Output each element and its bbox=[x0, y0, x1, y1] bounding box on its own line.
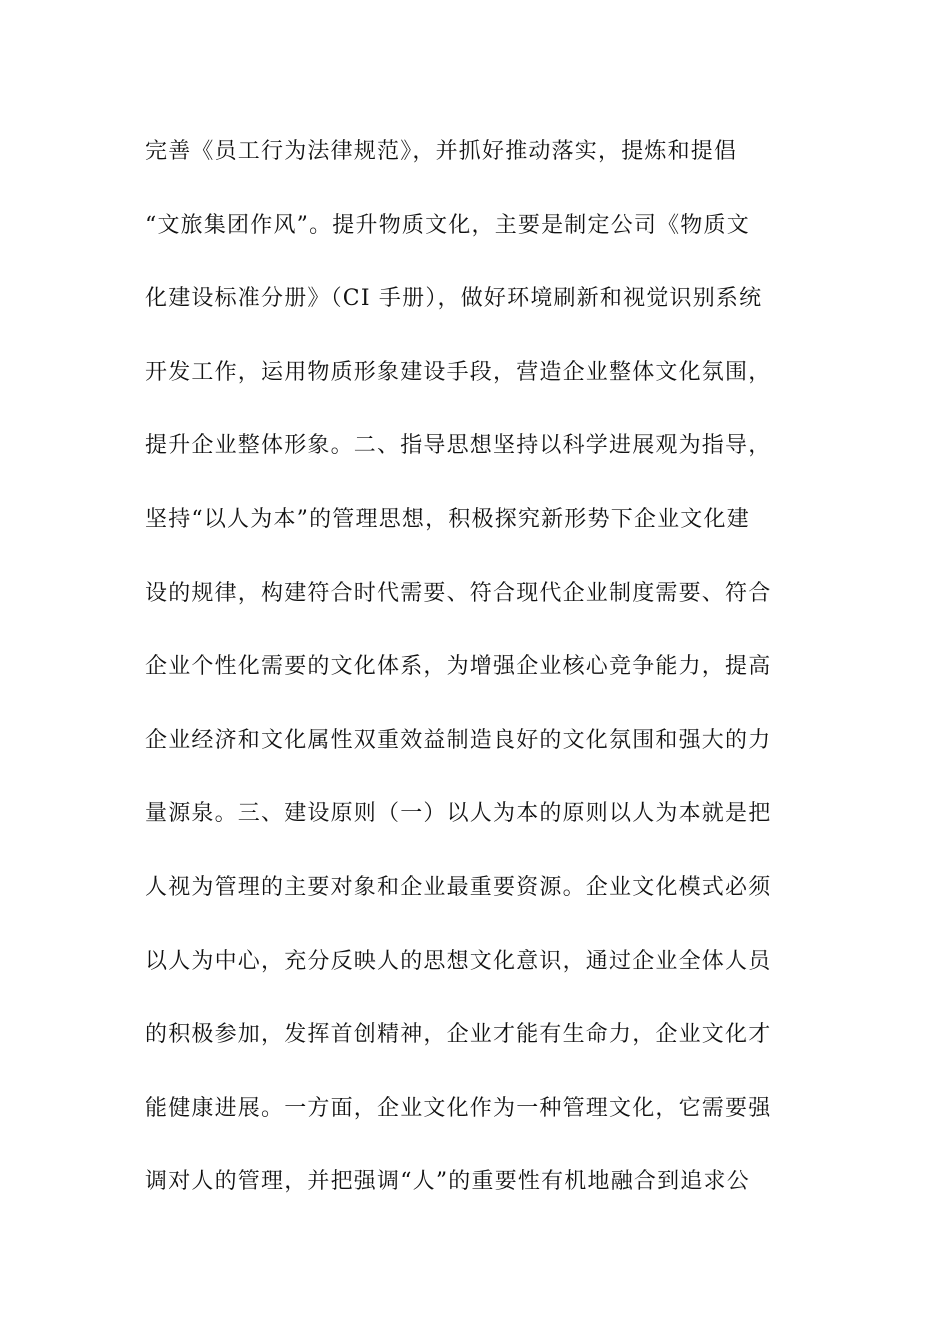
text-line: 以人为中心，充分反映人的思想文化意识，通过企业全体人员 bbox=[145, 948, 772, 974]
text-line: 化建设标准分册》（CI 手册），做好环境刷新和视觉识别系统 bbox=[145, 286, 763, 312]
text-line: 人视为管理的主要对象和企业最重要资源。企业文化模式必须 bbox=[145, 874, 772, 900]
text-line: 企业个性化需要的文化体系，为增强企业核心竞争能力，提高 bbox=[145, 654, 772, 680]
text-line: “文旅集团作风”。提升物质文化，主要是制定公司《物质文 bbox=[145, 212, 750, 238]
text-line: 能健康进展。一方面，企业文化作为一种管理文化，它需要强 bbox=[145, 1095, 772, 1121]
text-line: 调对人的管理，并把强调“人”的重要性有机地融合到追求公 bbox=[145, 1169, 750, 1195]
text-line: 完善《员工行为法律规范》，并抓好推动落实，提炼和提倡 bbox=[145, 139, 738, 164]
text-line: 企业经济和文化属性双重效益制造良好的文化氛围和强大的力 bbox=[145, 727, 772, 753]
body-text bbox=[145, 128, 805, 1232]
text-line: 开发工作，运用物质形象建设手段，营造企业整体文化氛围， bbox=[145, 359, 772, 385]
text-line: 坚持“以人为本”的管理思想，积极探究新形势下企业文化建 bbox=[145, 506, 750, 532]
text-line: 的积极参加，发挥首创精神，企业才能有生命力，企业文化才 bbox=[145, 1022, 772, 1048]
text-line: 量源泉。三、建设原则（一）以人为本的原则以人为本就是把 bbox=[145, 801, 772, 827]
text-line: 提升企业整体形象。二、指导思想坚持以科学进展观为指导， bbox=[145, 433, 772, 459]
text-line: 设的规律，构建符合时代需要、符合现代企业制度需要、符合 bbox=[145, 580, 772, 606]
